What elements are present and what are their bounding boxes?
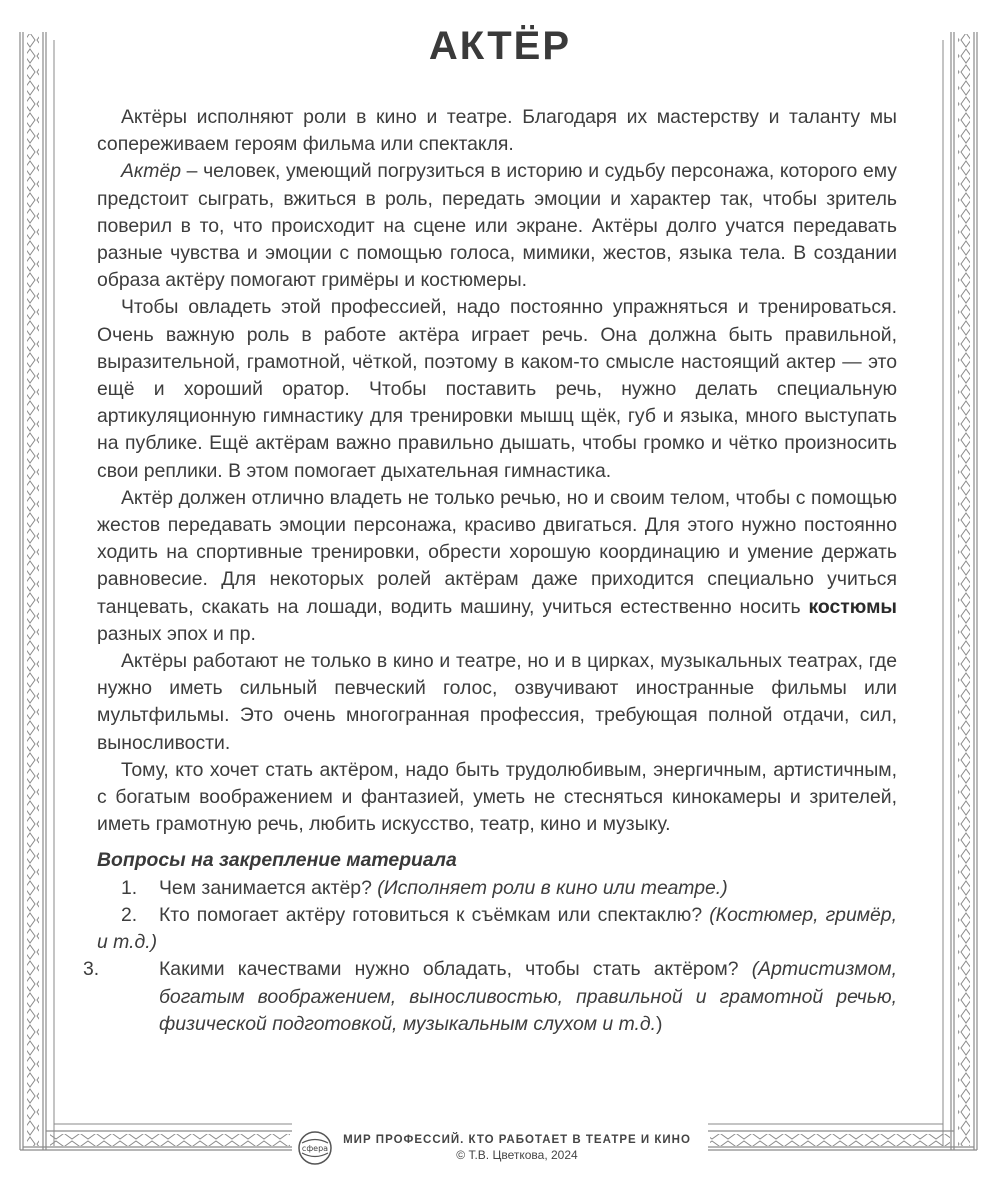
question-item <box>97 875 897 902</box>
right-border <box>943 32 977 1150</box>
paragraph-5: Актёры работают не только в кино и театре, но и в цирках, музыкальных театрах, где нужно иметь сильный певческий голос, озвучивают иностранные фильмы или мультфильмы. Это очень многогранная профессия, требующая полной отдачи, сил, выносливости. <box>97 650 897 754</box>
question-number: 2. <box>121 903 138 926</box>
question-answer: (Артистизмом, богатым воображением, выносливостью, правильной и грамотной речью, физической подготовкой, музыкальным слухом и т.д. <box>159 958 897 1035</box>
left-border <box>20 32 54 1150</box>
paragraph-2-text: – человек, умеющий погрузиться в историю и судьбу персонажа, которого ему предстоит сыграть, вжиться в роль, передать эмоции и характер так, чтобы зритель поверил в то, что происходит на сцене или экране. Актёры долго учатся передавать разные чувства и эмоции с помощью голоса, мимики, жестов, языка тела. В создании образа актёру помогают гримёры и костюмеры. <box>97 160 897 292</box>
page-footer <box>0 1130 1000 1166</box>
question-answer-close: ) <box>656 1012 663 1035</box>
question-number: 3. <box>83 958 100 981</box>
question-item <box>97 902 897 956</box>
questions-heading: Вопросы на закрепление материала <box>97 849 457 872</box>
article-body <box>83 104 897 1038</box>
question-text: Какими качествами нужно обладать, чтобы стать актёром? <box>159 958 752 981</box>
paragraph-4 <box>97 485 897 648</box>
publisher-logo-icon <box>297 1130 333 1166</box>
question-answer: (Костюмер, гримёр, и т.д.) <box>97 903 897 954</box>
term-costumes: костюмы <box>808 595 897 618</box>
question-text: Чем занимается актёр? <box>159 876 378 899</box>
question-text: Кто помогает актёру готовиться к съёмкам или спектаклю? <box>159 903 710 926</box>
paragraph-4-end: разных эпох и пр. <box>97 622 256 645</box>
question-item <box>83 956 897 1038</box>
paragraph-1: Актёры исполняют роли в кино и театре. Благодаря их мастерству и таланту мы сопереживаем героям фильма или спектакля. <box>97 106 897 156</box>
question-number: 1. <box>121 876 138 899</box>
paragraph-2 <box>97 158 897 294</box>
paragraph-3: Чтобы овладеть этой профессией, надо постоянно упражняться и тренироваться. Очень важную роль в работе актёра играет речь. Она должна быть правильной, выразительной, грамотной, чёткой, поэтому в каком-то смысле настоящий актер — это ещё и хороший оратор. Чтобы поставить речь, нужно делать специальную артикуляционную гимнастику для тренировки мышц щёк, губ и языка, много выступать на публике. Ещё актёрам важно правильно дышать, чтобы громко и чётко произносить свои реплики. В этом помогает дыхательная гимнастика. <box>97 296 897 482</box>
logo-text: сфера <box>302 1144 329 1153</box>
page-title: АКТЁР <box>428 24 572 68</box>
copyright: © Т.В. Цветкова, 2024 <box>456 1148 578 1162</box>
term-actor: Актёр <box>121 160 182 183</box>
series-title: МИР ПРОФЕССИЙ. КТО РАБОТАЕТ В ТЕАТРЕ И КИНО <box>343 1134 691 1146</box>
question-answer: (Исполняет роли в кино или театре.) <box>377 876 728 899</box>
paragraph-4-start: Актёр должен отлично владеть не только речью, но и своим телом, чтобы с помощью жестов передавать эмоции персонажа, красиво двигаться. Для этого нужно постоянно ходить на спортивные тренировки, обрести хорошую координацию и умение держать равновесие. Для некоторых ролей актёрам даже приходится специально учиться танцевать, скакать на лошади, водить машину, учиться естественно носить <box>97 486 897 618</box>
paragraph-6: Тому, кто хочет стать актёром, надо быть трудолюбивым, энергичным, артистичным, с богатым воображением и фантазией, уметь не стесняться кинокамеры и зрителей, иметь грамотную речь, любить искусство, театр, кино и музыку. <box>97 758 897 836</box>
